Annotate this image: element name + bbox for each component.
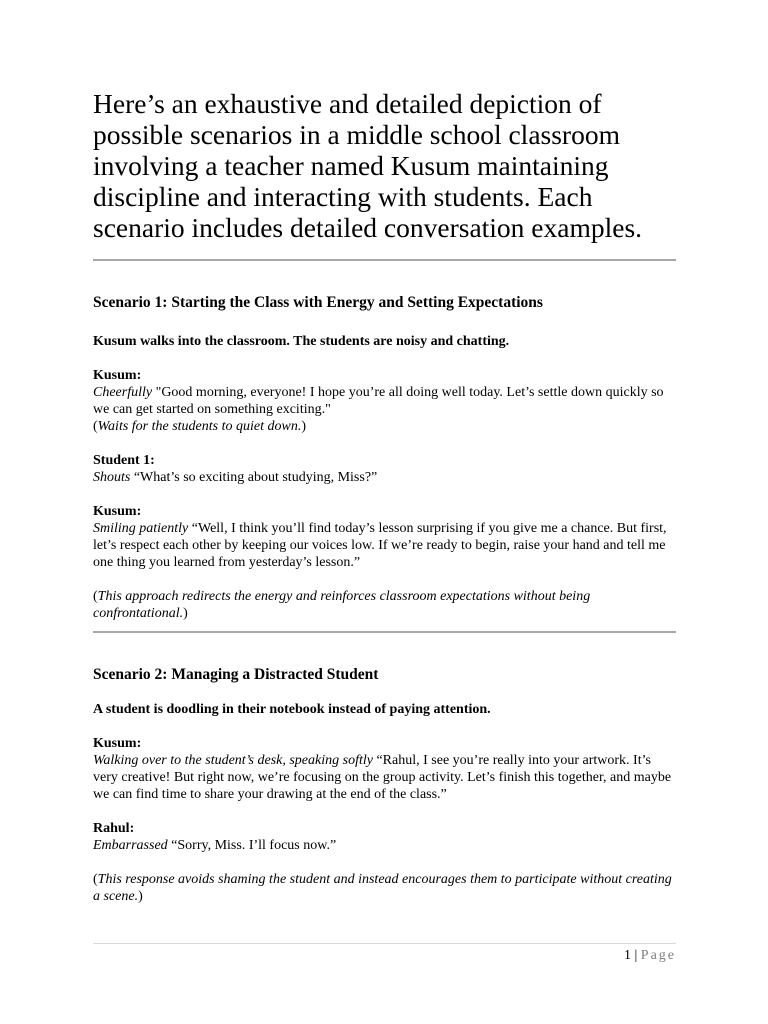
scenario-1-situation: Kusum walks into the classroom. The students are noisy and chatting. [93, 334, 510, 349]
dialogue-speech: "Good morning, everyone! I hope you’re all doing well today. Let’s settle down quickly so we can get started on something exciting." [93, 385, 664, 417]
dialogue-speech: “Sorry, Miss. I’ll focus now.” [167, 838, 337, 853]
stage-direction: Waits for the students to quiet down. [97, 419, 302, 434]
scenario-2-situation: A student is doodling in their notebook instead of paying attention. [93, 702, 491, 717]
page-footer [624, 947, 676, 964]
stage-direction: Shouts [93, 470, 131, 485]
dialogue-line [93, 384, 676, 418]
footer-separator: | [630, 948, 641, 963]
section-divider [93, 259, 676, 261]
stage-direction: Walking over to the student’s desk, speaking softly [93, 753, 373, 768]
document-page [93, 88, 676, 905]
scenario-2-commentary: (This response avoids shaming the student and instead encourages them to participate without creating a scene.) [93, 872, 672, 904]
intro-paragraph: Here’s an exhaustive and detailed depiction of possible scenarios in a middle school classroom involving a teacher named Kusum maintaining discipline and interacting with students. Each scenario includes detailed conversation examples. [93, 88, 643, 243]
dialogue-line [93, 752, 676, 803]
dialogue-line [93, 837, 676, 854]
stage-direction: Smiling patiently [93, 521, 189, 536]
footer-divider [93, 943, 676, 944]
scenario-1-commentary: (This approach redirects the energy and reinforces classroom expectations without being confrontational.) [93, 589, 591, 621]
dialogue-speech: “Well, I think you’ll find today’s lesson surprising if you give me a chance. But first, let’s respect each other by keeping our voices low. If we’re ready to begin, raise your hand and tell me one thing you learned from yesterday’s lesson.” [93, 521, 667, 570]
speaker-label: Kusum: [93, 504, 142, 519]
page-label: Page [640, 948, 676, 963]
page-number: 1 [623, 948, 631, 963]
stage-direction: Cheerfully [93, 385, 153, 400]
dialogue-line [93, 469, 676, 486]
section-divider [93, 631, 676, 633]
speaker-label: Kusum: [93, 368, 142, 383]
speaker-label: Student 1: [93, 453, 155, 468]
speaker-label: Rahul: [93, 821, 135, 836]
stage-direction: Embarrassed [93, 838, 168, 853]
scenario-2-heading: Scenario 2: Managing a Distracted Student [93, 666, 379, 683]
dialogue-speech: “Rahul, I see you’re really into your artwork. It’s very creative! But right now, we’re focusing on the group activity. Let’s finish this together, and maybe we can find time to share your drawing at the end of the class.” [93, 753, 672, 802]
dialogue-line [93, 520, 676, 571]
dialogue-speech: “What’s so exciting about studying, Miss?” [130, 470, 378, 485]
speaker-label: Kusum: [93, 736, 142, 751]
scenario-1-heading: Scenario 1: Starting the Class with Energy and Setting Expectations [93, 294, 543, 311]
action-note: (Waits for the students to quiet down.) [93, 419, 306, 434]
